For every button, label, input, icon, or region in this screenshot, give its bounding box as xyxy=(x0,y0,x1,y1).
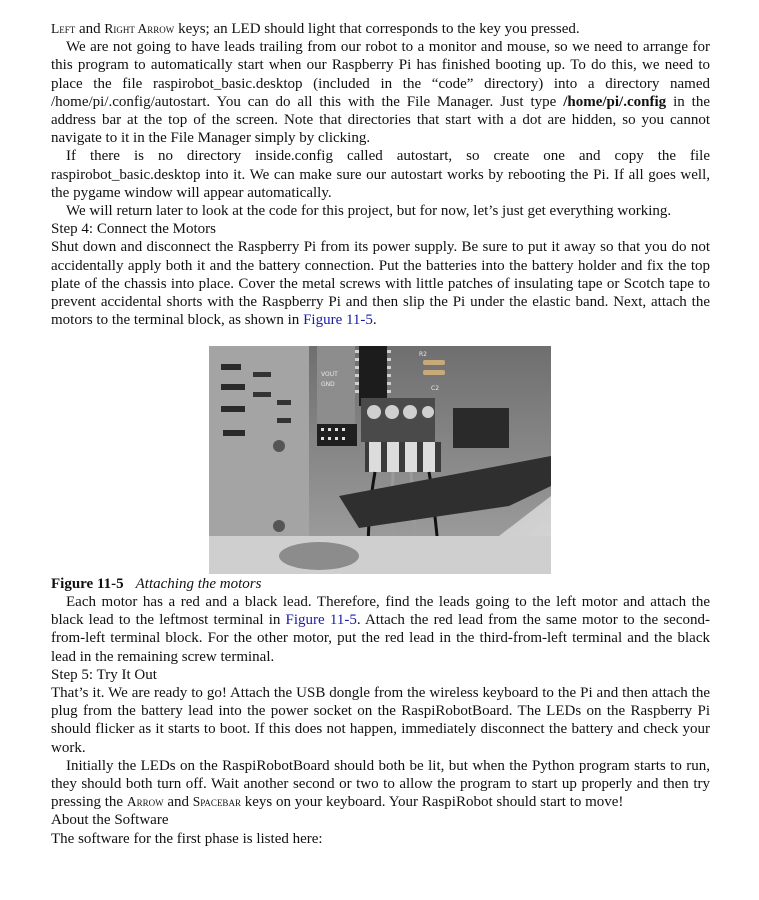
silk-label-vout: VOUT xyxy=(321,371,338,378)
silk-label-gnd: GND xyxy=(321,381,335,388)
figure-photo xyxy=(209,346,551,574)
ic-chip xyxy=(359,346,387,406)
figure-title: Attaching the motors xyxy=(135,576,262,592)
text-block-lower xyxy=(51,593,710,848)
terminal-block xyxy=(361,398,435,442)
motor-terminal-photo xyxy=(209,346,551,574)
wire-connector-1 xyxy=(369,442,381,472)
paragraph-key-instructions: Left and Right Arrow keys; an LED should light that corresponds to the key you pressed. xyxy=(51,21,580,37)
wire-connector-2 xyxy=(387,442,399,472)
paragraph-autostart: We are not going to have leads trailing from our robot to a monitor and mouse, so we need to arrange for this program to automatically start when our Raspberry Pi has finished booting up. To do this, we need to place the file raspirobot_basic.desktop (included in the “code” directory) into a directory named /home/pi/.config/autostart. You can do all this with the File Manager. Just type /home/pi/.config in the address bar at the top of the screen. Note that directories that start with a dot are hidden, so you cannot navigate to it in the File Manager simply by clicking. xyxy=(51,39,710,147)
heading-about-software: About the Software xyxy=(51,812,169,829)
key-arrow: Arrow xyxy=(126,794,164,810)
pin-header xyxy=(317,424,357,446)
terminal-screw-4 xyxy=(422,406,434,418)
terminal-screw-3 xyxy=(403,405,417,419)
silk-label-c2: C2 xyxy=(431,385,440,392)
paragraph-motor-leads: Each motor has a red and a black lead. Therefore, find the leads going to the left motor and attach the black lead to the leftmost terminal in Figure 11-5. Attach the red lead from the same motor to the second-from-left terminal block. For the other motor, put the red lead in the third-from-left terminal and the black lead in the remaining screw terminal. xyxy=(51,594,710,665)
paragraph-return-later: We will return later to look at the code for this project, but for now, let’s just get everything working. xyxy=(66,203,672,220)
power-socket xyxy=(453,408,509,448)
terminal-screw-1 xyxy=(367,405,381,419)
terminal-screw-2 xyxy=(385,405,399,419)
paragraph-connect-motors: Shut down and disconnect the Raspberry Pi from its power supply. Be sure to put it away so that you do not accidentally apply both it and the battery connection. Put the batteries into the battery holder and fix the top plate of the chassis into place. Cover the metal screws with little patches of insulating tape or Scotch tape to prevent accidental shorts with the Raspberry Pi and then slip the Pi under the elastic band. Next, attach the motors to the terminal block, as shown in Figure 11-5. xyxy=(51,239,710,329)
wire-connector-3 xyxy=(405,442,417,472)
figure-link[interactable]: Figure 11-5 xyxy=(303,312,373,329)
motor xyxy=(279,542,359,570)
paragraph-software-intro: The software for the first phase is listed here: xyxy=(51,830,323,847)
paragraph-create-directory: If there is no directory inside.config called autostart, so create one and copy the file raspirobot_basic.desktop into it. We can make sure our autostart works by rebooting the Pi. If all goes well, the pygame window will appear automatically. xyxy=(51,148,710,201)
heading-step-4: Step 4: Connect the Motors xyxy=(51,221,216,238)
figure-caption xyxy=(51,575,710,593)
key-spacebar: Spacebar xyxy=(192,794,241,810)
heading-step-5: Step 5: Try It Out xyxy=(51,666,157,683)
figure-link-2[interactable]: Figure 11-5 xyxy=(285,612,357,629)
paragraph-leds: Initially the LEDs on the RaspiRobotBoard should both be lit, but when the Python program starts to run, they should both turn off. Wait another second or two to allow the program to start up properly and then try pressing the Arrow and Spacebar keys on your keyboard. Your RaspiRobot should start to move! xyxy=(51,757,710,811)
paragraph-try-it-out: That’s it. We are ready to go! Attach the USB dongle from the wireless keyboard to the Pi and then attach the plug from the battery lead into the power socket on the RaspiRobotBoard. The LEDs on the Raspberry Pi should flicker as it starts to boot. If this does not happen, immediately disconnect the battery and check your work. xyxy=(51,685,710,756)
figure-label: Figure 11-5 xyxy=(51,576,124,592)
resistor xyxy=(423,360,445,365)
silk-label-r2: R2 xyxy=(419,351,427,358)
path-bold: /home/pi/.config xyxy=(563,93,667,110)
text-block-upper xyxy=(51,20,710,329)
wire-connector-4 xyxy=(423,442,435,472)
key-left: Left xyxy=(51,21,76,36)
key-right-arrow: Right Arrow xyxy=(104,21,175,36)
